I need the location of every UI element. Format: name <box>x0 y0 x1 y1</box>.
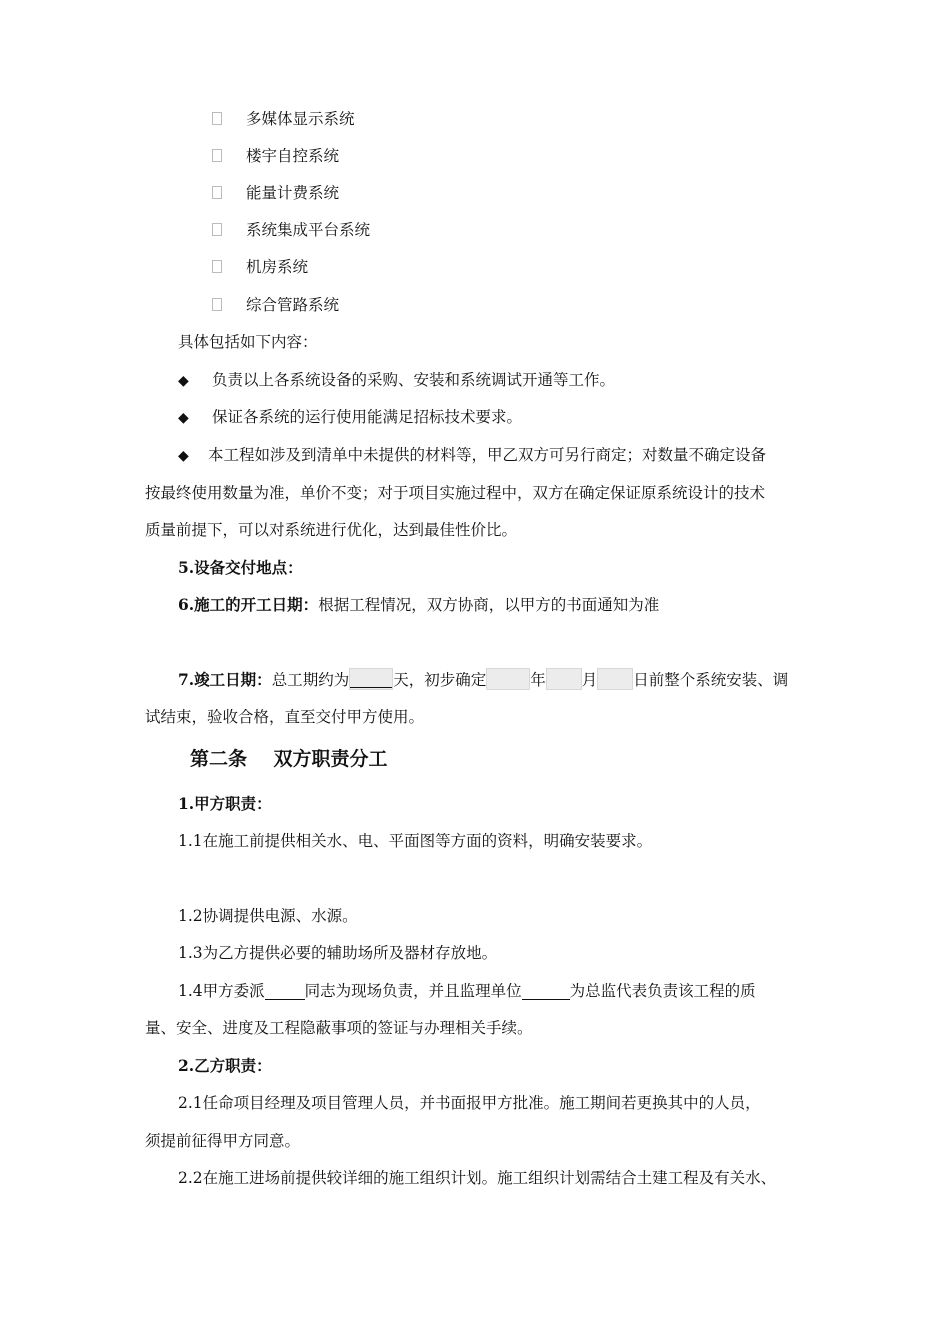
article-heading: 第二条 双方职责分工 <box>190 748 388 770</box>
month-field[interactable] <box>546 668 582 690</box>
system-list-item: 综合管路系统 <box>212 294 339 316</box>
paragraph-line: 试结束，验收合格，直至交付甲方使用。 <box>145 708 425 726</box>
year-field[interactable] <box>486 668 530 690</box>
item-7: 7.竣工日期：总工期约为 天，初步确定 年 月 日前整个系统安装、调 <box>178 670 789 689</box>
checkbox-icon <box>212 112 222 125</box>
checkbox-icon <box>212 186 222 199</box>
paragraph-line: 量、安全、进度及工程隐蔽事项的签证与办理相关手续。 <box>145 1019 533 1037</box>
system-list-item: 能量计费系统 <box>212 182 339 204</box>
system-list-item: 机房系统 <box>212 256 308 278</box>
diamond-bullet-icon: ◆ <box>178 373 189 389</box>
paragraph-line: 按最终使用数量为准，单价不变；对于项目实施过程中，双方在确定保证原系统设计的技术 <box>145 484 766 502</box>
paragraph-line: 须提前征得甲方同意。 <box>145 1132 301 1150</box>
diamond-bullet-icon: ◆ <box>178 448 189 464</box>
system-list-item: 系统集成平台系统 <box>212 219 370 241</box>
party-a-title: 1.甲方职责： <box>178 794 272 813</box>
party-b-item: 2.1任命项目经理及项目管理人员，并书面报甲方批准。施工期间若更换其中的人员， <box>178 1094 761 1112</box>
item-5: 5.设备交付地点： <box>178 558 303 577</box>
bullet-item: ◆ 负责以上各系统设备的采购、安装和系统调试开通等工作。 <box>178 369 615 392</box>
system-list-item: 多媒体显示系统 <box>212 108 355 130</box>
system-list-item: 楼宇自控系统 <box>212 145 339 167</box>
intro-text: 具体包括如下内容： <box>178 333 318 351</box>
days-field[interactable] <box>349 668 393 690</box>
checkbox-icon <box>212 298 222 311</box>
bullet-item: ◆ 本工程如涉及到清单中未提供的材料等，甲乙双方可另行商定；对数量不确定设备 <box>178 444 766 467</box>
bullet-item: ◆ 保证各系统的运行使用能满足招标技术要求。 <box>178 406 522 429</box>
checkbox-icon <box>212 149 222 162</box>
supervisor-blank[interactable] <box>522 981 570 1000</box>
party-a-item: 1.3为乙方提供必要的辅助场所及器材存放地。 <box>178 944 498 962</box>
item-6: 6.施工的开工日期：根据工程情况，双方协商，以甲方的书面通知为准 <box>178 595 660 614</box>
checkbox-icon <box>212 260 222 273</box>
party-b-title: 2.乙方职责： <box>178 1056 272 1075</box>
delegate-blank[interactable] <box>265 981 305 1000</box>
paragraph-line: 质量前提下，可以对系统进行优化，达到最佳性价比。 <box>145 521 518 539</box>
diamond-bullet-icon: ◆ <box>178 410 189 426</box>
checkbox-icon <box>212 223 222 236</box>
party-a-item: 1.4甲方委派 同志为现场负责，并且监理单位 为总监代表负责该工程的质 <box>178 982 756 1000</box>
party-b-item: 2.2在施工进场前提供较详细的施工组织计划。施工组织计划需结合土建工程及有关水、 <box>178 1169 777 1187</box>
day-field[interactable] <box>597 668 633 690</box>
party-a-item: 1.1在施工前提供相关水、电、平面图等方面的资料，明确安装要求。 <box>178 832 653 850</box>
party-a-item: 1.2协调提供电源、水源。 <box>178 907 358 925</box>
